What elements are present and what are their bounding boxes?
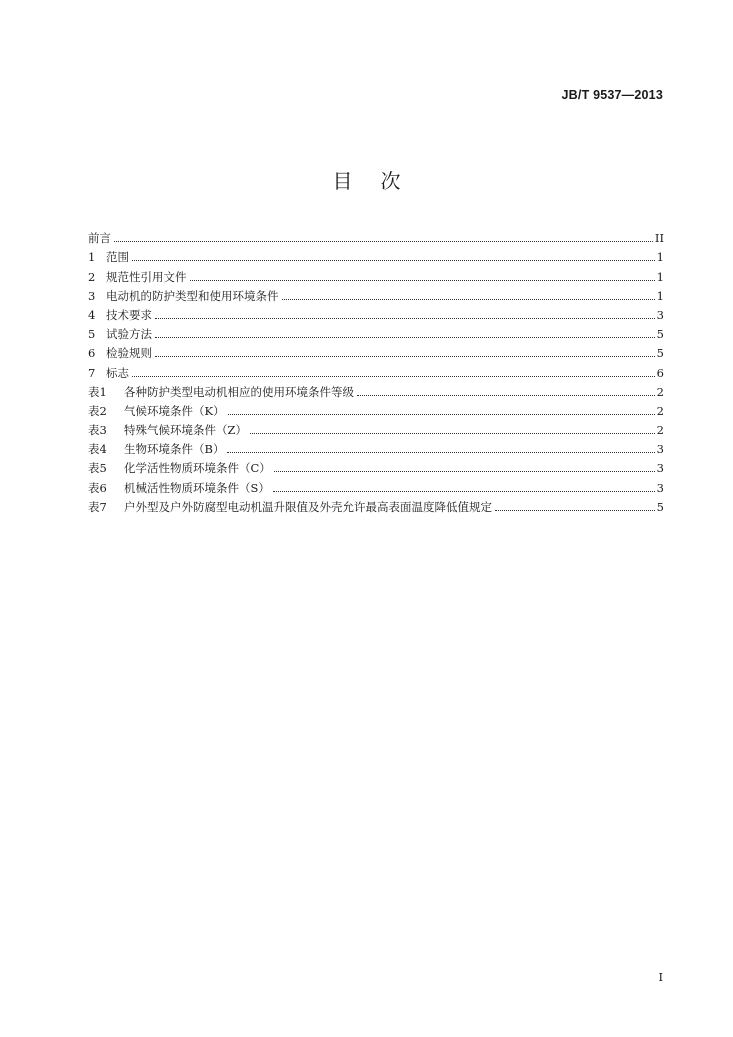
toc-leader-dots	[190, 279, 655, 281]
toc-entry-page: 3	[656, 442, 664, 457]
toc-entry-number: 4	[88, 307, 96, 322]
toc-entry-number: 表2	[88, 403, 107, 418]
toc-entry-table-5[interactable]	[88, 456, 664, 475]
toc-entry-label: 范围	[106, 250, 129, 265]
toc-entry-table-4[interactable]	[88, 437, 664, 456]
toc-entry-number: 6	[88, 346, 96, 361]
toc-entry-inspection-rules[interactable]	[88, 341, 664, 360]
page-number: I	[658, 970, 663, 984]
toc-entry-page: 5	[656, 346, 664, 361]
toc-entry-number: 表1	[88, 384, 107, 399]
toc-entry-test-methods[interactable]	[88, 322, 664, 341]
toc-entry-label: 规范性引用文件	[106, 269, 187, 284]
toc-entry-page: 3	[656, 461, 664, 476]
toc-entry-label: 电动机的防护类型和使用环境条件	[106, 288, 279, 303]
toc-entry-table-1[interactable]	[88, 380, 664, 399]
toc-entry-normative-references[interactable]	[88, 264, 664, 283]
toc-entry-label: 试验方法	[106, 327, 152, 342]
toc-entry-table-7[interactable]	[88, 495, 664, 514]
toc-entry-page: 5	[656, 499, 664, 514]
toc-entry-number: 1	[88, 250, 96, 265]
toc-leader-dots	[155, 355, 655, 357]
toc-leader-dots	[274, 470, 655, 472]
standard-code: JB/T 9537—2013	[561, 88, 663, 102]
toc-entry-label: 化学活性物质环境条件（C）	[124, 461, 271, 476]
toc-leader-dots	[132, 259, 655, 261]
toc-leader-dots	[273, 490, 655, 492]
toc-entry-page: 3	[656, 480, 664, 495]
toc-entry-table-3[interactable]	[88, 418, 664, 437]
toc-entry-page: 2	[656, 384, 664, 399]
toc-entry-label: 特殊气候环境条件（Z）	[124, 423, 247, 438]
toc-entry-number: 2	[88, 269, 96, 284]
toc-entry-page: 3	[656, 307, 664, 322]
toc-entry-page: 1	[656, 269, 664, 284]
toc-entry-number: 表4	[88, 442, 107, 457]
toc-entry-label: 气候环境条件（K）	[124, 403, 225, 418]
toc-entry-number: 3	[88, 288, 96, 303]
page-title: 目次	[332, 169, 429, 193]
toc-entry-label: 生物环境条件（B）	[124, 442, 225, 457]
toc-entry-page: 6	[656, 365, 664, 380]
toc-leader-dots	[228, 413, 655, 415]
toc-entry-number: 7	[88, 365, 96, 380]
toc-entry-label: 户外型及户外防腐型电动机温升限值及外壳允许最高表面温度降低值规定	[124, 499, 492, 514]
table-of-contents	[88, 226, 664, 514]
toc-entry-page: 1	[656, 250, 664, 265]
toc-entry-label: 各种防护类型电动机相应的使用环境条件等级	[124, 384, 354, 399]
toc-entry-page: 5	[656, 327, 664, 342]
toc-entry-number: 表7	[88, 499, 107, 514]
toc-entry-table-2[interactable]	[88, 399, 664, 418]
toc-entry-label: 技术要求	[106, 307, 152, 322]
toc-entry-scope[interactable]	[88, 245, 664, 264]
toc-entry-label: 检验规则	[106, 346, 152, 361]
toc-entry-label: 前言	[88, 231, 111, 246]
toc-entry-foreword[interactable]	[88, 226, 664, 245]
toc-entry-technical-requirements[interactable]	[88, 303, 664, 322]
toc-entry-number: 表3	[88, 423, 107, 438]
toc-leader-dots	[357, 394, 655, 396]
toc-leader-dots	[250, 432, 655, 434]
toc-leader-dots	[132, 375, 655, 377]
toc-entry-marking[interactable]	[88, 360, 664, 379]
toc-leader-dots	[282, 298, 655, 300]
toc-entry-page: 1	[656, 288, 664, 303]
toc-entry-protection-types[interactable]	[88, 284, 664, 303]
toc-leader-dots	[155, 336, 655, 338]
toc-entry-number: 5	[88, 327, 96, 342]
toc-leader-dots	[227, 451, 654, 453]
toc-entry-number: 表5	[88, 461, 107, 476]
toc-entry-page: 2	[656, 423, 664, 438]
toc-entry-page: 2	[656, 403, 664, 418]
toc-leader-dots	[114, 240, 653, 242]
toc-entry-page: II	[654, 231, 664, 246]
toc-entry-label: 机械活性物质环境条件（S）	[124, 480, 270, 495]
toc-entry-table-6[interactable]	[88, 475, 664, 494]
toc-entry-label: 标志	[106, 365, 129, 380]
toc-leader-dots	[155, 317, 655, 319]
toc-entry-number: 表6	[88, 480, 107, 495]
toc-leader-dots	[495, 509, 655, 511]
